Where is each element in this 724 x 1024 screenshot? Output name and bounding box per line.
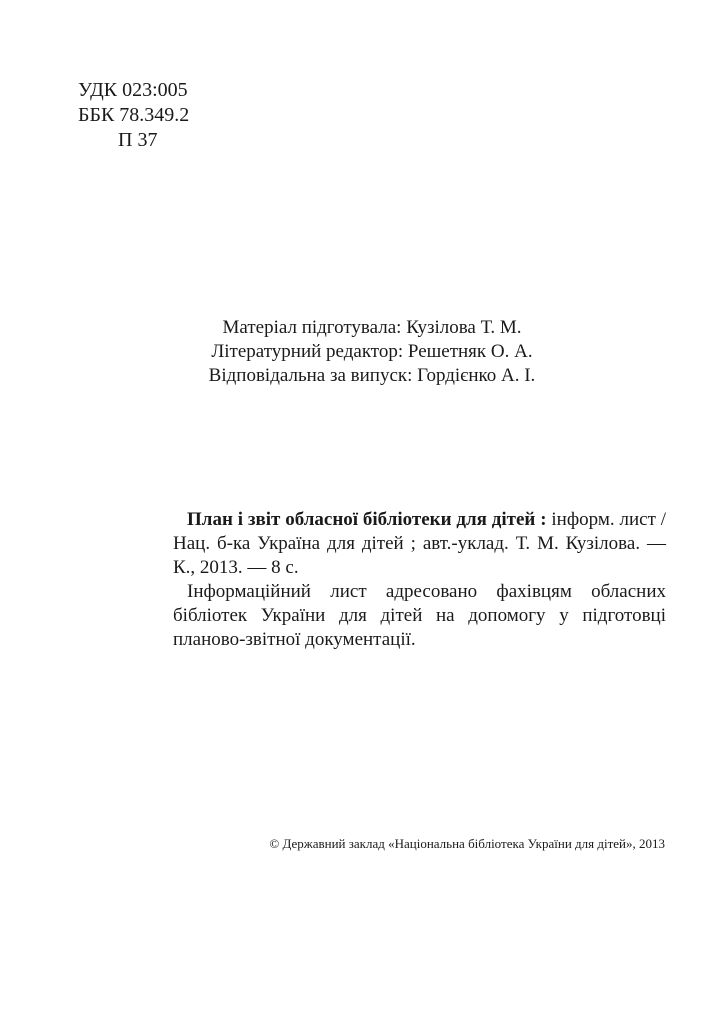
credits-block bbox=[0, 316, 724, 388]
prepared-by: Матеріал підготувала: Кузілова Т. М. bbox=[222, 317, 522, 338]
copyright-notice: © Державний заклад «Національна бібліотека України для дітей», 2013 bbox=[269, 836, 665, 851]
publication-details: інформ. лист /Нац. б-ка Україна для дітей ; авт.-уклад. Т. М. Кузілова. — К., 2013. — 8 с. bbox=[173, 509, 666, 578]
udk-code: УДК 023:005 bbox=[78, 79, 188, 101]
author-sign: П 37 bbox=[118, 129, 158, 151]
bibliographic-record bbox=[173, 508, 666, 580]
bbk-code: ББК 78.349.2 bbox=[78, 104, 190, 126]
publication-title: План і звіт обласної бібліотеки для дітей : bbox=[187, 509, 547, 530]
bibliographic-annotation bbox=[173, 508, 666, 652]
classification-block bbox=[78, 78, 189, 153]
publication-description: Інформаційний лист адресовано фахівцям обласних бібліотек України для дітей на допомогу у підготовці планово-звітної документації. bbox=[173, 581, 666, 650]
literary-editor: Літературний редактор: Решетняк О. А. bbox=[211, 341, 533, 362]
responsible-person: Відповідальна за випуск: Гордієнко А. І. bbox=[208, 365, 536, 386]
